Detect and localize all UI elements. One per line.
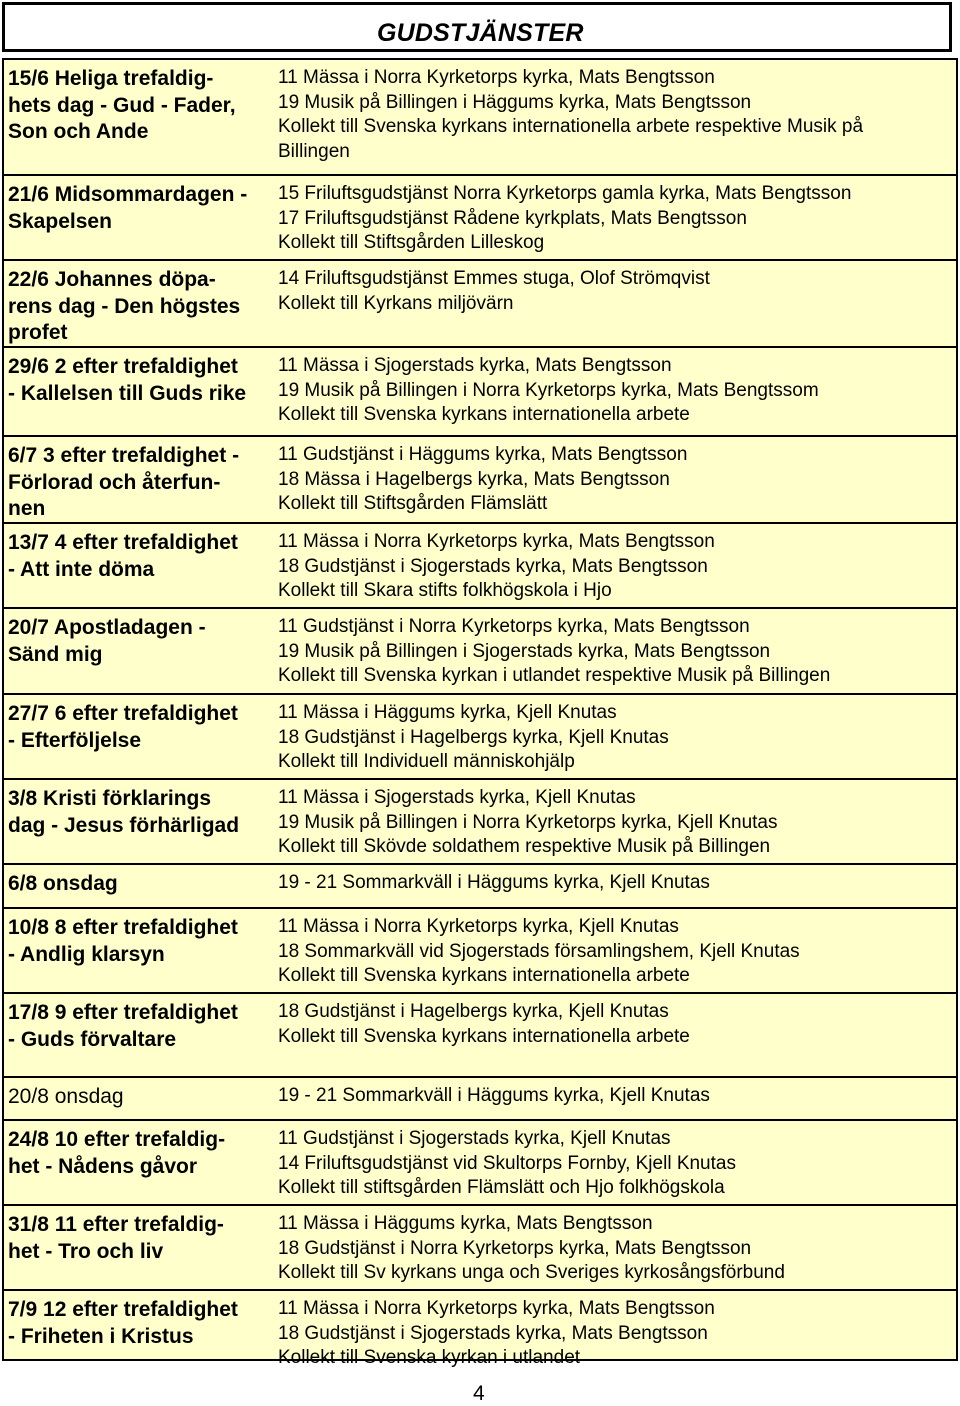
detail-line: 18 Mässa i Hagelbergs kyrka, Mats Bengtsson (278, 468, 670, 490)
detail-line: 11 Mässa i Norra Kyrketorps kyrka, Mats Bengtsson (278, 67, 715, 88)
service-details (278, 615, 948, 689)
date-line: 10/8 8 efter trefaldighet (8, 916, 238, 939)
date-line: - Kallelsen till Guds rike (8, 381, 247, 405)
service-row (4, 259, 956, 348)
detail-line: 15 Friluftsgudstjänst Norra Kyrketorps gamla kyrka, Mats Bengtsson (278, 183, 852, 204)
service-row (4, 1076, 956, 1121)
detail-line: 14 Friluftsgudstjänst vid Skultorps Fornby, Kjell Knutas (278, 1152, 736, 1174)
service-date (8, 530, 274, 583)
service-date (8, 354, 274, 407)
service-details (278, 1212, 948, 1286)
service-details (278, 66, 948, 164)
date-line: nen (8, 497, 46, 520)
date-line: 3/8 Kristi förklarings (8, 787, 212, 810)
detail-line: 19 Musik på Billingen i Norra Kyrketorps kyrka, Kjell Knutas (278, 811, 778, 833)
date-line: het - Nådens gåvor (8, 1154, 198, 1178)
service-date (8, 1084, 274, 1111)
service-date (8, 66, 274, 146)
service-date (8, 786, 274, 839)
detail-line: 18 Gudstjänst i Sjogerstads kyrka, Mats Bengtsson (278, 1322, 708, 1344)
service-date (8, 915, 274, 968)
detail-line: 19 - 21 Sommarkväll i Häggums kyrka, Kjell Knutas (278, 872, 710, 893)
service-row (4, 778, 956, 865)
date-line: 20/8 onsdag (8, 1085, 124, 1108)
detail-line: 18 Gudstjänst i Hagelbergs kyrka, Kjell Knutas (278, 1001, 669, 1022)
service-details (278, 182, 948, 256)
service-details (278, 267, 948, 316)
date-line: 29/6 2 efter trefaldighet (8, 355, 238, 378)
detail-line: 14 Friluftsgudstjänst Emmes stuga, Olof Strömqvist (278, 268, 710, 289)
date-line: het - Tro och liv (8, 1239, 164, 1263)
date-line: profet (8, 321, 68, 344)
detail-line: Kollekt till Stiftsgården Flämslätt (278, 493, 548, 514)
service-row (4, 1289, 956, 1368)
service-details (278, 1084, 948, 1109)
date-line: 6/7 3 efter trefaldighet - (8, 444, 240, 467)
detail-line: 11 Mässa i Sjogerstads kyrka, Mats Bengtsson (278, 355, 672, 376)
detail-line: 19 Musik på Billingen i Häggums kyrka, Mats Bengtsson (278, 91, 752, 113)
page-number: 4 (473, 1382, 485, 1405)
date-line: - Andlig klarsyn (8, 942, 165, 966)
service-row (4, 607, 956, 695)
detail-line: 11 Gudstjänst i Sjogerstads kyrka, Kjell Knutas (278, 1128, 671, 1149)
detail-line: 18 Sommarkväll vid Sjogerstads församlingshem, Kjell Knutas (278, 940, 800, 962)
detail-line: 11 Gudstjänst i Häggums kyrka, Mats Bengtsson (278, 444, 688, 465)
detail-line: Kollekt till Sv kyrkans unga och Sveriges kyrkosångsförbund (278, 1262, 785, 1283)
service-row (4, 174, 956, 261)
service-row (4, 992, 956, 1078)
date-line: 15/6 Heliga trefaldig- (8, 67, 214, 90)
service-row (4, 863, 956, 909)
service-date (8, 1127, 274, 1180)
date-line: 24/8 10 efter trefaldig- (8, 1128, 226, 1151)
service-details (278, 786, 948, 860)
detail-line: 11 Mässa i Norra Kyrketorps kyrka, Mats Bengtsson (278, 531, 715, 552)
date-line: 22/6 Johannes döpa- (8, 268, 216, 291)
service-date (8, 443, 274, 523)
date-line: 6/8 onsdag (8, 872, 118, 895)
detail-line: Kollekt till Skara stifts folkhögskola i Hjo (278, 580, 612, 601)
detail-line: 18 Gudstjänst i Norra Kyrketorps kyrka, Mats Bengtsson (278, 1237, 752, 1259)
service-date (8, 1297, 274, 1350)
service-date (8, 871, 274, 898)
detail-line: Kollekt till Svenska kyrkan i utlandet (278, 1347, 581, 1368)
detail-line: Kollekt till stiftsgården Flämslätt och Hjo folkhögskola (278, 1177, 725, 1198)
service-details (278, 915, 948, 989)
service-date (8, 267, 274, 347)
service-date (8, 615, 274, 668)
date-line: Son och Ande (8, 120, 149, 143)
date-line: - Friheten i Kristus (8, 1324, 194, 1348)
detail-line: Kollekt till Svenska kyrkans internationella arbete (278, 1025, 690, 1047)
service-date (8, 182, 274, 235)
date-line: - Efterföljelse (8, 728, 142, 752)
detail-line: 17 Friluftsgudstjänst Rådene kyrkplats, Mats Bengtsson (278, 207, 747, 229)
service-row (4, 60, 956, 174)
detail-line: Kollekt till Svenska kyrkans internationella arbete respektive Musik på (278, 116, 864, 137)
service-details (278, 530, 948, 604)
date-line: 20/7 Apostladagen - (8, 616, 206, 639)
service-date (8, 1000, 274, 1053)
service-row (4, 693, 956, 780)
date-line: rens dag - Den högstes (8, 294, 241, 318)
service-details (278, 1000, 948, 1049)
date-line: Förlorad och återfun- (8, 470, 221, 494)
service-row (4, 435, 956, 524)
date-line: 31/8 11 efter trefaldig- (8, 1213, 224, 1236)
service-date (8, 701, 274, 754)
detail-line: 19 Musik på Billingen i Norra Kyrketorps kyrka, Mats Bengtssom (278, 379, 819, 401)
service-date (8, 1212, 274, 1265)
detail-line: Kollekt till Kyrkans miljövärn (278, 292, 514, 314)
date-line: dag - Jesus förhärligad (8, 813, 240, 837)
service-details (278, 1297, 948, 1371)
service-row (4, 907, 956, 994)
detail-line: Kollekt till Stiftsgården Lilleskog (278, 232, 545, 253)
detail-line: 11 Gudstjänst i Norra Kyrketorps kyrka, Mats Bengtsson (278, 616, 750, 637)
date-line: 21/6 Midsommardagen - (8, 183, 248, 206)
detail-line: Kollekt till Individuell människohjälp (278, 751, 575, 772)
service-details (278, 1127, 948, 1201)
detail-line: 19 Musik på Billingen i Sjogerstads kyrka, Mats Bengtsson (278, 640, 771, 662)
detail-line: Billingen (278, 140, 350, 162)
service-details (278, 354, 948, 428)
date-line: Skapelsen (8, 209, 112, 233)
service-details (278, 443, 948, 517)
service-row (4, 522, 956, 609)
detail-line: Kollekt till Svenska kyrkans internationella arbete (278, 404, 690, 425)
detail-line: 18 Gudstjänst i Sjogerstads kyrka, Mats Bengtsson (278, 555, 708, 577)
detail-line: 18 Gudstjänst i Hagelbergs kyrka, Kjell Knutas (278, 726, 669, 748)
detail-line: 11 Mässa i Häggums kyrka, Kjell Knutas (278, 702, 617, 723)
detail-line: 11 Mässa i Norra Kyrketorps kyrka, Mats Bengtsson (278, 1298, 715, 1319)
page-header (2, 2, 952, 52)
detail-line: Kollekt till Skövde soldathem respektive Musik på Billingen (278, 836, 771, 857)
services-table (2, 58, 958, 1368)
detail-line: 19 - 21 Sommarkväll i Häggums kyrka, Kjell Knutas (278, 1085, 710, 1106)
page-title: GUDSTJÄNSTER (377, 19, 584, 47)
detail-line: Kollekt till Svenska kyrkan i utlandet respektive Musik på Billingen (278, 665, 831, 686)
date-line: hets dag - Gud - Fader, (8, 93, 236, 117)
date-line: 27/7 6 efter trefaldighet (8, 702, 238, 725)
service-details (278, 871, 948, 896)
detail-line: Kollekt till Svenska kyrkans internationella arbete (278, 965, 690, 986)
service-row (4, 346, 956, 437)
detail-line: 11 Mässa i Norra Kyrketorps kyrka, Kjell Knutas (278, 916, 679, 937)
date-line: - Att inte döma (8, 557, 155, 581)
date-line: - Guds förvaltare (8, 1027, 177, 1051)
date-line: 13/7 4 efter trefaldighet (8, 531, 238, 554)
date-line: Sänd mig (8, 642, 103, 666)
detail-line: 11 Mässa i Häggums kyrka, Mats Bengtsson (278, 1213, 653, 1234)
date-line: 7/9 12 efter trefaldighet (8, 1298, 238, 1321)
detail-line: 11 Mässa i Sjogerstads kyrka, Kjell Knutas (278, 787, 636, 808)
service-row (4, 1204, 956, 1291)
service-row (4, 1119, 956, 1206)
service-details (278, 701, 948, 775)
date-line: 17/8 9 efter trefaldighet (8, 1001, 238, 1024)
